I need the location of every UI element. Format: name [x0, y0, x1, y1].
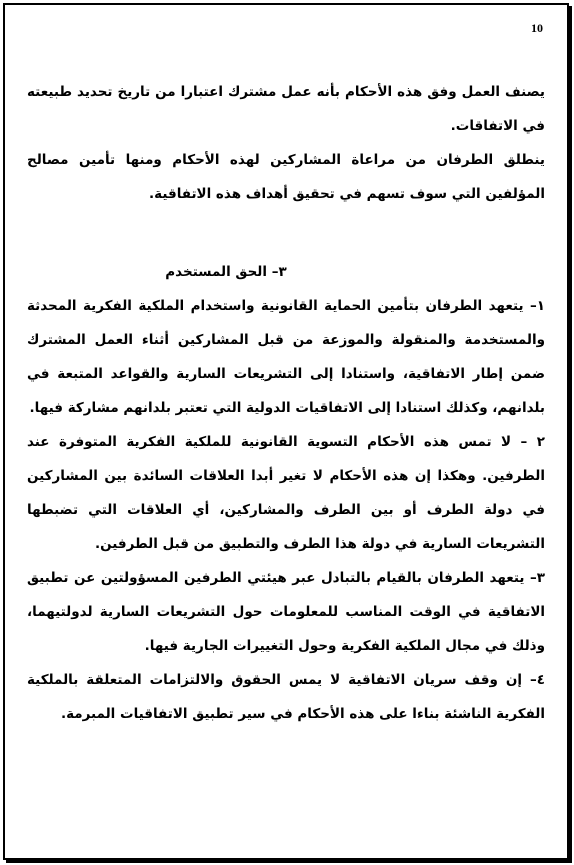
intro-paragraph-1: يصنف العمل وفق هذه الأحكام بأنه عمل مشترك اعتبارا من تاريخ تحديد طبيعته في الاتفاقات.	[27, 84, 545, 134]
clause-3: ٣– يتعهد الطرفان بالقيام بالتبادل عبر هيئتي الطرفين المسؤولتين عن تطبيق الاتفاقية في الوقت المناسب للمعلومات حول التشريعات السارية لدولتيهما، وذلك في مجال الملكية الفكرية وحول التغييرات الجارية فيها.	[27, 570, 545, 654]
section-heading: ٣– الحق المستخدم	[165, 264, 287, 280]
document-body	[27, 75, 545, 731]
page-number: 10	[531, 21, 543, 35]
document-page	[3, 3, 569, 860]
clause-2: ٢ – لا تمس هذه الأحكام التسوية القانونية للملكية الفكرية المتوفرة عند الطرفين. وهكذا إن هذه الأحكام لا تغير أبدا العلاقات السائدة بين المشاركين في دولة الطرف أو بين الطرف والمشاركين، أي العلاقات التي تضبطها التشريعات السارية في دولة هذا الطرف والتطبيق من قبل الطرفين.	[27, 434, 545, 552]
clause-1: ١– يتعهد الطرفان بتأمين الحماية القانونية واستخدام الملكية الفكرية المحدثة والمستخدمة والمنقولة والموزعة من قبل المشاركين أثناء العمل المشترك ضمن إطار الاتفاقية، واستنادا إلى التشريعات السارية والقواعد المتبعة في بلدانهم، وكذلك استنادا إلى الاتفاقيات الدولية التي تعتبر بلدانهم مشاركة فيها.	[27, 298, 545, 416]
intro-paragraph-2: ينطلق الطرفان من مراعاة المشاركين لهذه الأحكام ومنها تأمين مصالح المؤلفين التي سوف تسهم في تحقيق أهداف هذه الاتفاقية.	[27, 152, 545, 202]
clause-4: ٤– إن وقف سريان الاتفاقية لا يمس الحقوق والالتزامات المتعلقة بالملكية الفكرية الناشئة بناءا على هذه الأحكام في سير تطبيق الاتفاقيات المبرمة.	[27, 672, 545, 722]
